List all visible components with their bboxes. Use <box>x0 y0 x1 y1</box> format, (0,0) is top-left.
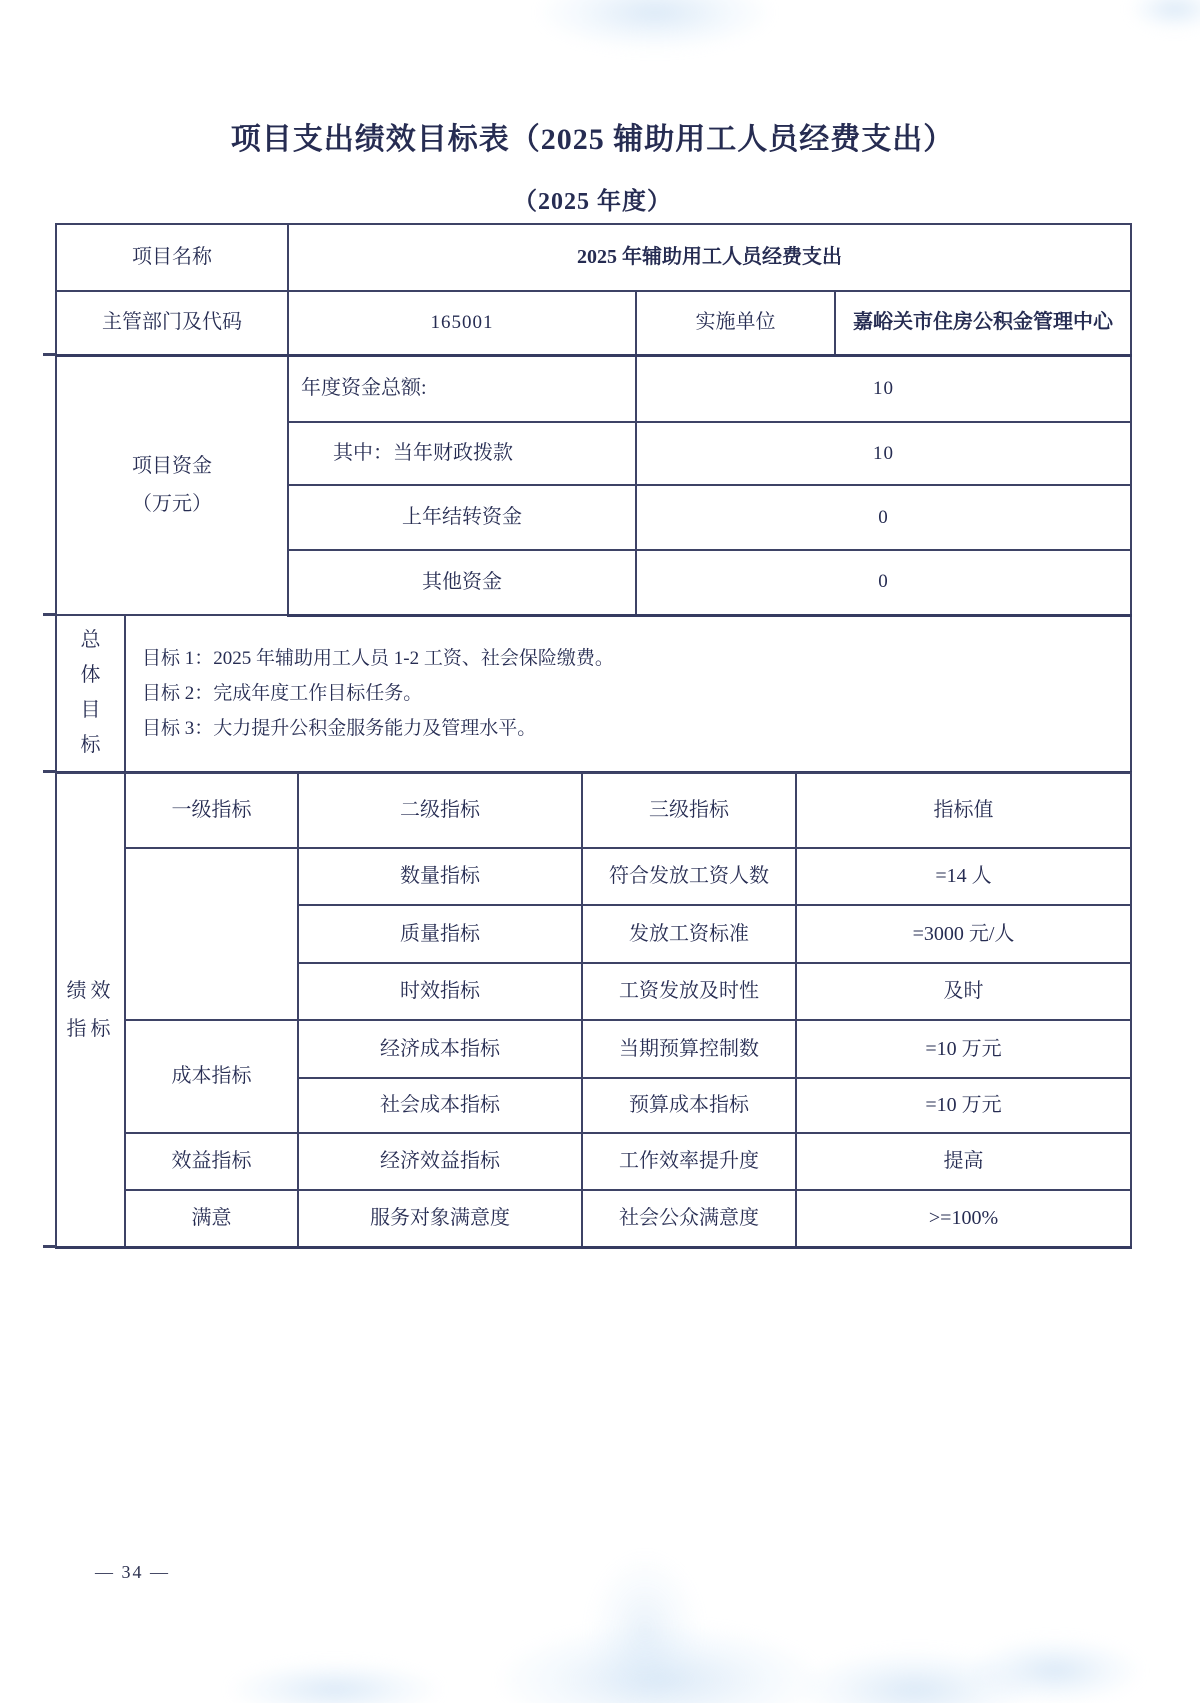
project-info-table <box>55 223 1132 774</box>
indicator-level3: 工资发放及时性 <box>582 963 796 1020</box>
funding-row-value: 0 <box>636 485 1131 550</box>
page-subtitle: （2025 年度） <box>513 189 672 215</box>
project-name-value: 2025 年辅助用工人员经费支出 <box>288 224 1131 291</box>
funding-label <box>56 355 288 615</box>
indicator-row <box>56 1020 1131 1078</box>
indicator-level3: 社会公众满意度 <box>582 1190 796 1247</box>
scan-stain <box>1130 0 1200 30</box>
indicator-level2: 数量指标 <box>298 848 582 905</box>
indicator-level2: 服务对象满意度 <box>298 1190 582 1247</box>
funding-row-label: 上年结转资金 <box>288 485 636 550</box>
table-row <box>56 291 1131 355</box>
table-row <box>56 224 1131 291</box>
indicator-header-row <box>56 773 1131 848</box>
indicator-level3: 预算成本指标 <box>582 1078 796 1133</box>
funding-row-label: 年度资金总额: <box>288 355 636 422</box>
indicator-level3: 工作效率提升度 <box>582 1133 796 1190</box>
header-level1: 一级指标 <box>125 773 298 848</box>
indicator-level3: 当期预算控制数 <box>582 1020 796 1078</box>
funding-row-label: 其中：当年财政拨款 <box>288 422 636 485</box>
header-value: 指标值 <box>796 773 1131 848</box>
indicator-value: 及时 <box>796 963 1131 1020</box>
impl-unit-label: 实施单位 <box>636 291 835 355</box>
page-number: — 34 — <box>95 1562 170 1582</box>
scan-stain <box>230 1662 440 1703</box>
indicator-level2: 社会成本指标 <box>298 1078 582 1133</box>
header-level2: 二级指标 <box>298 773 582 848</box>
scan-line-artifact <box>43 770 56 773</box>
indicator-row <box>56 1133 1131 1190</box>
indicator-value: =10 万元 <box>796 1020 1131 1078</box>
scan-line-artifact <box>43 613 56 616</box>
funding-label-line1: 项目资金 <box>132 455 212 478</box>
goal-item: 目标 2：完成年度工作目标任务。 <box>142 683 423 704</box>
indicator-level3: 符合发放工资人数 <box>582 848 796 905</box>
overall-goals-label: 总体目标 <box>56 615 125 772</box>
scan-stain <box>500 1625 820 1703</box>
indicator-level1: 成本指标 <box>125 1020 298 1133</box>
indicator-value: >=100% <box>796 1190 1131 1247</box>
indicator-level2: 经济效益指标 <box>298 1133 582 1190</box>
department-label: 主管部门及代码 <box>56 291 288 355</box>
goal-item: 目标 3：大力提升公积金服务能力及管理水平。 <box>142 718 537 739</box>
indicator-level2: 经济成本指标 <box>298 1020 582 1078</box>
page-title: 项目支出绩效目标表（2025 辅助用工人员经费支出） <box>230 123 955 156</box>
project-name-label: 项目名称 <box>56 224 288 291</box>
table-row <box>56 355 1131 422</box>
overall-goals-cell <box>125 615 1131 772</box>
scan-stain <box>590 1555 700 1703</box>
indicator-value: =10 万元 <box>796 1078 1131 1133</box>
funding-row-label: 其他资金 <box>288 550 636 615</box>
indicator-level1: 满意 <box>125 1190 298 1247</box>
scan-stain <box>540 0 770 50</box>
table-row <box>56 615 1131 772</box>
indicator-row <box>56 1190 1131 1247</box>
indicator-level2: 质量指标 <box>298 905 582 963</box>
indicator-level1: 效益指标 <box>125 1133 298 1190</box>
header-level3: 三级指标 <box>582 773 796 848</box>
performance-label: 绩效指标 <box>56 773 125 1247</box>
funding-row-value: 0 <box>636 550 1131 615</box>
impl-unit-value: 嘉峪关市住房公积金管理中心 <box>835 291 1131 355</box>
indicator-level3: 发放工资标准 <box>582 905 796 963</box>
funding-label-line2: （万元） <box>132 493 212 516</box>
indicator-value: =3000 元/人 <box>796 905 1131 963</box>
indicator-value: =14 人 <box>796 848 1131 905</box>
indicator-level2: 时效指标 <box>298 963 582 1020</box>
indicator-level1 <box>125 848 298 1020</box>
goal-item: 目标 1：2025 年辅助用工人员 1-2 工资、社会保险缴费。 <box>142 648 614 669</box>
scan-line-artifact <box>43 1245 56 1248</box>
indicator-row <box>56 848 1131 905</box>
scan-stain <box>800 1650 1030 1703</box>
performance-indicators-table <box>55 772 1132 1249</box>
funding-row-value: 10 <box>636 355 1131 422</box>
indicator-value: 提高 <box>796 1133 1131 1190</box>
scan-stain <box>970 1638 1140 1703</box>
scan-line-artifact <box>43 353 56 356</box>
funding-row-value: 10 <box>636 422 1131 485</box>
department-code: 165001 <box>288 291 636 355</box>
